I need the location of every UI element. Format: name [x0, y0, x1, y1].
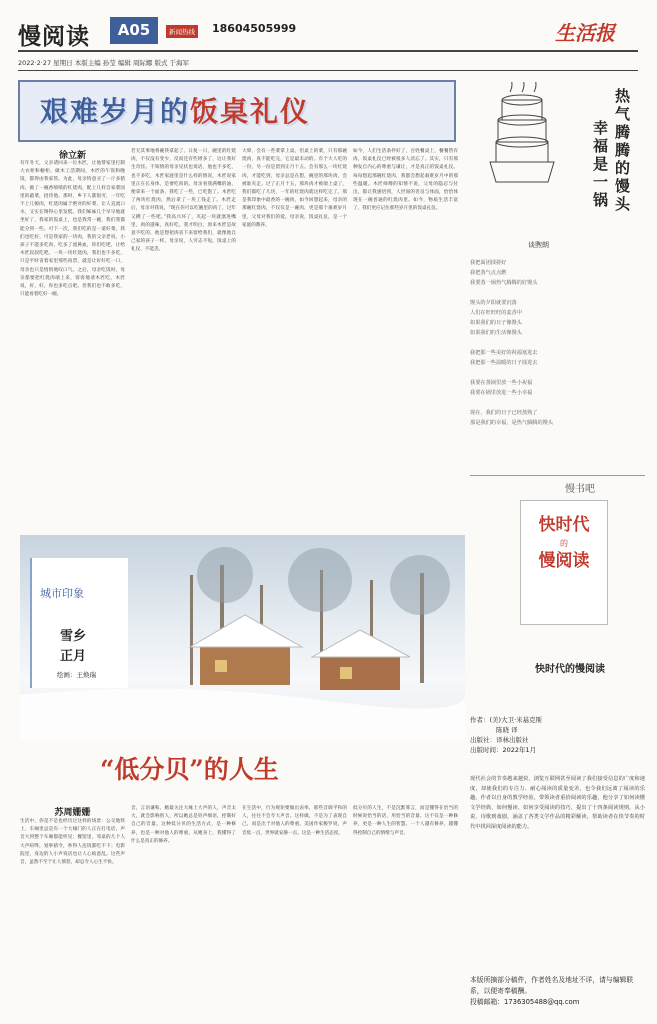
- poem-author: 谈煦朗: [528, 241, 549, 249]
- contact-line-1: 本版所摘部分稿件，作者姓名及地址不详，请与编辑联系，以便寄奉稿酬。: [470, 976, 634, 995]
- section-title: 慢阅读: [18, 23, 90, 50]
- book-translator: 陈晓 译: [496, 726, 518, 734]
- contact-note: [470, 975, 645, 1008]
- essay2-title: “低分贝”的人生: [100, 755, 279, 784]
- city-column-label: 城市印象: [40, 587, 84, 600]
- essay-column-4: 如今，人们生活条件好了，百姓餐桌上，餐餐皆有肉，饭桌礼仪已经被很多人淡忘了。其实，只有那种发自内心的尊重与谦让，才是真正的饭桌礼仪。每每想起那碗红烧肉，我都会想起艰难岁月中的那些温暖。木匠师傅的知情不说，父母的隐忍与付出，都让我感悟到，人世间的善良与体面，恰恰体现在一碗普通的红烧肉里。如今，物质生活丰富了，我们更应记住那些岁月里的饭桌礼仪。: [353, 149, 458, 212]
- painting-title-line2: 正月: [60, 649, 87, 664]
- header-rule: [18, 50, 638, 52]
- essay-column-3: 大晕，会有一些菜掌上桌。但桌上的菜，只有那碗烧肉，真不能吃完，它是最未动的。有个大人吃的一份，另一份是留到正月十五。会有那么一块红烧肉，才能吃到，母亲总是在想，碗里的那块肉，会被谁夹走。过了正月十五，那块肉才被端上桌了，我们都吃了几块，一年的红烧肉就这样吃完了。那是我印象中最香的一碗肉，如今回想起来，母亲的那碗红烧肉，不仅仅是一碗肉，更是那个艰难岁月里，父母对我们的爱。母亲说，饭桌礼仪，是一个家庭的教养。: [242, 149, 347, 228]
- essay-title-accent: 饭桌礼仪: [190, 95, 311, 128]
- book-cover-title-1: 快时代: [538, 515, 590, 535]
- book-column-label: 慢书吧: [565, 484, 595, 495]
- essay2-column-3: 在生活中，行为规矩要做出表率，那些音调平和的人，往往不会夸大声音。这样做，不是为了表现自己，而是出于对他人的尊重。美国作家梭罗说，声音低一点，世界就安静一点。这是一种生活态度。: [242, 806, 347, 836]
- book-author: 作者：(美)大卫·米基克斯: [470, 716, 543, 724]
- newspaper-logo: 生活报: [555, 21, 615, 45]
- essay2-column-2: 音，言语谦和。她最关注大缘上大声的人，声音太大，就会影响别人，所以她总是轻声细语，控制好自己的音量。这种低分贝的生活方式，是一种修养，也是一种对他人的尊重。从她身上，我懂得了什么是真正的修养。: [131, 806, 236, 844]
- essay-column-1: 有年冬天，父亲诸回来一位木匠，让他帮家里打制大衣柜和橱柜。做木工活期间，木匠的午饭和晚饭，都得由我家管。为此，母亲特意买了一斤多猪肉，做了一碗香喷喷的红烧肉，配上几样自家菜园里的蔬菜，招待他。那时，乡下人都很穷，一年吃不上几顿肉，红烧肉属于绝对的好菜，让人直流口水，又实在馋得心里发慌。我们姊妹几个早早地就坐好了，我家的饭桌上，也是我常一碗，我们我都能分到一些。可下一次，我们吃的是一道好菜，我们也吃好。可是我家的一块肉，我的父亲老说，小孩子不能多吃肉，吃多了流鼻血，你们吃吧，让给木匠叔叔吃吧。一块一块红烧肉，我们也不多吃，只是平时省着家里那些肉票，就是让好好吃一口，母亲也只是悄悄地叹口气。之后，母亲吃饭时，母亲都要把红烧肉端上来，客客地请木匠吃，木匠说，好，好，你也多吃点吧。但我们也不敢多吃，只能看着吃好一碗。: [20, 161, 125, 298]
- contact-email: 投稿邮箱：1736305488@qq.com: [470, 998, 580, 1006]
- meta-rule: [18, 70, 638, 71]
- book-date: 出版时间：2022年1月: [470, 746, 537, 754]
- book-publisher: 出版社：译林出版社: [470, 736, 529, 744]
- book-cover: [520, 500, 608, 625]
- steamer-illustration: [480, 82, 565, 187]
- essay2-author: 苏周姗姗: [54, 808, 91, 818]
- painting-credit: 绘画：王焕瑞: [57, 671, 96, 679]
- essay-title-main: 艰难岁月的: [40, 95, 191, 128]
- hotline-number: 18604505999: [212, 22, 297, 35]
- essay2-column-1: 生活中，你是不是也经历过这样的场景：公交地铁上，车厢里总是有一个大嗓门的人正在打电话，声音大到整个车厢都能听见；餐馆里，邻桌的几个人大声喧哗，划拳猜令，吵得人连饭都吃不下；电影院里，身边的人小声说话也让人心烦意乱。这些声音，虽然不至于让人愤怒，却总令人心生不快。: [20, 819, 125, 866]
- essay-column-2: 若无其事地将碗筷拿起了。日复一日，碗里的红烧肉，不仅没有变少，反而还有些增多了，这让我好生奇怪。不知情的母亲见状也说话，他也不多吃，也不多吃，木匠家庭里是什么样的情况，木匠说家里正在长身体，是要吃肉的。母亲看我满嘴的油，便拿来一个面条，我吃了一些，已吃饱了。木匠吃了两块红烧肉，然后拿了一块工钱走了。木匠走后，母亲对我说，“现在你可以吃碗里的肉了，过年又攒了一些吧。”我高兴坏了，夹起一块就塞进嘴里，肉的滋味，真好吃。我才明白，原来木匠是故意不吃的，他是想把肉省下来留给我们，就像他自己家的孩子一样。母亲说，人穷志不短，饭桌上的礼仪，不能丢。: [131, 149, 236, 253]
- page-meta: 2022·2·27 星期日 本版主编 孙莹 编辑 周际娜 版式 于海军: [18, 59, 190, 67]
- essay-author: 徐立新: [58, 151, 86, 161]
- painting-title-line1: 雪乡: [60, 629, 87, 644]
- book-section-rule: [470, 475, 645, 476]
- book-title: 快时代的慢阅读: [535, 664, 605, 675]
- book-review: 现代社会的节奏越来越快，浏览互联网甚至阅读了我们接受信息的广度和速度，却使我们的专注力、耐心阅读的质量变差，也令我们远离了阅读的乐趣。作者以自身的教学经验，带领读者重拾阅读的乐趣，他分享了如何读懂文学经典、如何慢读、如何享受阅读的技巧，提出了十四条阅读规则，从小说、诗歌到戏剧，涵盖了各类文学作品的精彩解读，帮助读者在快节奏的时代中找回深度阅读的能力。: [470, 776, 645, 830]
- book-cover-title-2: 的: [560, 539, 568, 548]
- hotline-label: 新闻热线: [166, 25, 198, 38]
- book-cover-title-3: 慢阅读: [538, 551, 590, 571]
- poem-title-line1: 热气腾腾的馒头: [613, 88, 631, 214]
- essay-title: [40, 90, 310, 130]
- poem-body: 我把面团揉搓好 我把蒸气点点燃 我要蒸一锅热气腾腾的好馒头 馒头的夕阳就要沉落 人们在旺旺旺的麦香中 如果我们的日子像馒头 如果我们的生活像馒头 我把那一些美好的祝福塞进去 我把那一些温暖的日子揉进去 我要在蒸锅里放一些小祝福 我要在锅里放进一些小幸福 现在，我们的日子已经蒸熟了 那是我们的幸福，是热气腾腾的馒头: [470, 260, 554, 426]
- essay2-column-4: 低分贝的人生，不是沉默寡言，而是懂得在恰当的时候说恰当的话，用恰当的音量。这不仅是一种修养，更是一种人生的智慧。一个人越有修养，越懂得控制自己的情绪与声音。: [353, 806, 458, 836]
- page-code: A05: [110, 17, 158, 44]
- city-impression-box: [30, 558, 128, 688]
- book-info: [470, 715, 542, 755]
- poem-title-line2: 幸福是一锅: [591, 120, 609, 210]
